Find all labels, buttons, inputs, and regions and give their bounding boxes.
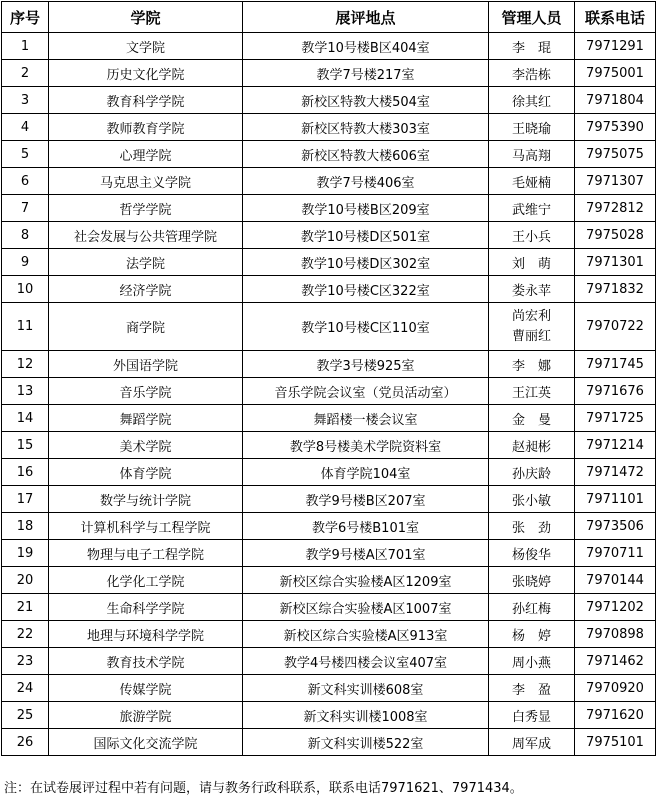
- row-number: 4: [2, 114, 49, 141]
- manager-name: 马高翔: [511, 148, 551, 164]
- manager-cell: [489, 168, 575, 195]
- manager-cell: [489, 114, 575, 141]
- location-cell: 教学10号楼B区209室: [243, 195, 489, 222]
- manager-cell: [489, 540, 575, 567]
- manager-name: 张小敏: [511, 493, 551, 509]
- manager-cell: [489, 729, 575, 756]
- phone-cell: 7970144: [575, 567, 656, 594]
- table-row: [2, 303, 656, 351]
- location-cell: 教学6号楼B101室: [243, 513, 489, 540]
- row-number: 7: [2, 195, 49, 222]
- manager-name: 李 琨: [511, 40, 551, 56]
- manager-cell: [489, 594, 575, 621]
- table-row: [2, 378, 656, 405]
- manager-cell: [489, 648, 575, 675]
- location-cell: 教学10号楼D区501室: [243, 222, 489, 249]
- manager-name: 张 劲: [511, 520, 551, 536]
- row-number: 25: [2, 702, 49, 729]
- manager-cell: [489, 195, 575, 222]
- row-number: 11: [2, 303, 49, 351]
- phone-cell: 7971745: [575, 351, 656, 378]
- location-cell: 新校区特教大楼303室: [243, 114, 489, 141]
- phone-cell: 7971301: [575, 249, 656, 276]
- manager-cell: [489, 378, 575, 405]
- phone-cell: 7970898: [575, 621, 656, 648]
- row-number: 10: [2, 276, 49, 303]
- manager-name: 孙庆龄: [511, 466, 551, 482]
- manager-cell: [489, 249, 575, 276]
- phone-cell: 7975075: [575, 141, 656, 168]
- college-cell: 计算机科学与工程学院: [49, 513, 243, 540]
- table-row: [2, 249, 656, 276]
- row-number: 26: [2, 729, 49, 756]
- row-number: 19: [2, 540, 49, 567]
- manager-cell: [489, 567, 575, 594]
- table-row: [2, 540, 656, 567]
- manager-cell: [489, 33, 575, 60]
- manager-name: 曹丽红: [511, 328, 551, 344]
- table-row: [2, 276, 656, 303]
- manager-name: 刘 萌: [511, 256, 551, 272]
- location-cell: 教学10号楼D区302室: [243, 249, 489, 276]
- table-row: [2, 33, 656, 60]
- table-row: [2, 513, 656, 540]
- phone-cell: 7975001: [575, 60, 656, 87]
- phone-cell: 7971676: [575, 378, 656, 405]
- location-cell: 音乐学院会议室（党员活动室）: [243, 378, 489, 405]
- college-cell: 地理与环境科学学院: [49, 621, 243, 648]
- row-number: 23: [2, 648, 49, 675]
- manager-name: 李 娜: [511, 358, 551, 374]
- college-cell: 物理与电子工程学院: [49, 540, 243, 567]
- row-number: 5: [2, 141, 49, 168]
- footnote: 注：在试卷展评过程中若有问题，请与教务行政科联系，联系电话7971621、7971434。: [4, 781, 523, 796]
- manager-cell: [489, 513, 575, 540]
- phone-cell: 7971832: [575, 276, 656, 303]
- location-cell: 体育学院104室: [243, 459, 489, 486]
- phone-cell: 7975101: [575, 729, 656, 756]
- college-cell: 国际文化交流学院: [49, 729, 243, 756]
- college-cell: 数学与统计学院: [49, 486, 243, 513]
- college-cell: 历史文化学院: [49, 60, 243, 87]
- manager-name: 孙红梅: [511, 601, 551, 617]
- college-cell: 体育学院: [49, 459, 243, 486]
- college-cell: 文学院: [49, 33, 243, 60]
- college-cell: 化学化工学院: [49, 567, 243, 594]
- table-row: [2, 594, 656, 621]
- header-phone: 联系电话: [575, 2, 656, 33]
- manager-name: 周小燕: [511, 655, 551, 671]
- college-cell: 生命科学学院: [49, 594, 243, 621]
- table-row: [2, 195, 656, 222]
- location-cell: 教学7号楼217室: [243, 60, 489, 87]
- table-row: [2, 675, 656, 702]
- row-number: 22: [2, 621, 49, 648]
- location-cell: 新校区综合实验楼A区1209室: [243, 567, 489, 594]
- table-row: [2, 87, 656, 114]
- manager-name: 张晓婷: [511, 574, 551, 590]
- table-row: [2, 621, 656, 648]
- table-row: [2, 648, 656, 675]
- header-college: 学院: [49, 2, 243, 33]
- manager-name: 白秀显: [511, 709, 551, 725]
- college-cell: 商学院: [49, 303, 243, 351]
- manager-name: 武维宁: [511, 202, 551, 218]
- manager-name: 杨 婷: [511, 628, 551, 644]
- manager-cell: [489, 351, 575, 378]
- manager-name: 毛娅楠: [511, 175, 551, 191]
- row-number: 1: [2, 33, 49, 60]
- college-cell: 经济学院: [49, 276, 243, 303]
- phone-cell: 7971307: [575, 168, 656, 195]
- manager-name: 王江英: [511, 385, 551, 401]
- table-row: [2, 168, 656, 195]
- manager-name: 李 盈: [511, 682, 551, 698]
- row-number: 16: [2, 459, 49, 486]
- phone-cell: 7971472: [575, 459, 656, 486]
- table-row: [2, 351, 656, 378]
- manager-name: 王晓瑜: [511, 121, 551, 137]
- location-cell: 教学10号楼C区110室: [243, 303, 489, 351]
- row-number: 9: [2, 249, 49, 276]
- manager-cell: [489, 141, 575, 168]
- row-number: 15: [2, 432, 49, 459]
- manager-cell: [489, 702, 575, 729]
- college-cell: 社会发展与公共管理学院: [49, 222, 243, 249]
- location-cell: 新文科实训楼608室: [243, 675, 489, 702]
- phone-cell: 7971291: [575, 33, 656, 60]
- header-location: 展评地点: [243, 2, 489, 33]
- college-cell: 美术学院: [49, 432, 243, 459]
- phone-cell: 7971620: [575, 702, 656, 729]
- table-row: [2, 405, 656, 432]
- manager-name: 周军成: [511, 736, 551, 752]
- location-cell: 新校区特教大楼606室: [243, 141, 489, 168]
- manager-cell: [489, 621, 575, 648]
- phone-cell: 7971202: [575, 594, 656, 621]
- row-number: 14: [2, 405, 49, 432]
- manager-cell: [489, 222, 575, 249]
- location-cell: 新校区综合实验楼A区1007室: [243, 594, 489, 621]
- manager-cell: [489, 276, 575, 303]
- manager-name: 娄永苹: [511, 283, 551, 299]
- phone-cell: 7971462: [575, 648, 656, 675]
- table-row: [2, 567, 656, 594]
- manager-cell: [489, 405, 575, 432]
- manager-cell: [489, 432, 575, 459]
- manager-cell: [489, 675, 575, 702]
- manager-cell: [489, 303, 575, 351]
- row-number: 6: [2, 168, 49, 195]
- location-cell: 新文科实训楼1008室: [243, 702, 489, 729]
- row-number: 8: [2, 222, 49, 249]
- manager-cell: [489, 60, 575, 87]
- table-row: [2, 729, 656, 756]
- college-cell: 外国语学院: [49, 351, 243, 378]
- manager-cell: [489, 459, 575, 486]
- table-row: [2, 486, 656, 513]
- college-cell: 心理学院: [49, 141, 243, 168]
- header-no: 序号: [2, 2, 49, 33]
- row-number: 24: [2, 675, 49, 702]
- row-number: 2: [2, 60, 49, 87]
- college-cell: 音乐学院: [49, 378, 243, 405]
- phone-cell: 7971214: [575, 432, 656, 459]
- phone-cell: 7971101: [575, 486, 656, 513]
- location-cell: 教学3号楼925室: [243, 351, 489, 378]
- table-row: [2, 114, 656, 141]
- manager-name: 杨俊华: [511, 547, 551, 563]
- location-cell: 教学10号楼B区404室: [243, 33, 489, 60]
- table-row: [2, 141, 656, 168]
- manager-name: 徐其红: [511, 94, 551, 110]
- table-row: [2, 432, 656, 459]
- college-cell: 教师教育学院: [49, 114, 243, 141]
- table-row: [2, 702, 656, 729]
- table-row: [2, 60, 656, 87]
- phone-cell: 7972812: [575, 195, 656, 222]
- manager-cell: [489, 87, 575, 114]
- manager-name: 尚宏利: [511, 308, 551, 324]
- row-number: 12: [2, 351, 49, 378]
- college-cell: 传媒学院: [49, 675, 243, 702]
- phone-cell: 7975390: [575, 114, 656, 141]
- header-manager: 管理人员: [489, 2, 575, 33]
- row-number: 13: [2, 378, 49, 405]
- location-cell: 教学10号楼C区322室: [243, 276, 489, 303]
- manager-name: 赵昶彬: [511, 439, 551, 455]
- college-cell: 哲学学院: [49, 195, 243, 222]
- location-cell: 教学7号楼406室: [243, 168, 489, 195]
- location-cell: 新校区特教大楼504室: [243, 87, 489, 114]
- exam-display-table: [1, 1, 656, 756]
- row-number: 3: [2, 87, 49, 114]
- row-number: 21: [2, 594, 49, 621]
- location-cell: 教学9号楼B区207室: [243, 486, 489, 513]
- college-cell: 教育科学学院: [49, 87, 243, 114]
- manager-name: 李浩栋: [511, 67, 551, 83]
- header-row: [2, 2, 656, 33]
- phone-cell: 7971725: [575, 405, 656, 432]
- location-cell: 新校区综合实验楼A区913室: [243, 621, 489, 648]
- row-number: 18: [2, 513, 49, 540]
- location-cell: 教学9号楼A区701室: [243, 540, 489, 567]
- row-number: 20: [2, 567, 49, 594]
- college-cell: 舞蹈学院: [49, 405, 243, 432]
- row-number: 17: [2, 486, 49, 513]
- college-cell: 法学院: [49, 249, 243, 276]
- college-cell: 教育技术学院: [49, 648, 243, 675]
- phone-cell: 7970722: [575, 303, 656, 351]
- phone-cell: 7975028: [575, 222, 656, 249]
- location-cell: 教学8号楼美术学院资料室: [243, 432, 489, 459]
- manager-name: 王小兵: [511, 229, 551, 245]
- table-row: [2, 459, 656, 486]
- college-cell: 旅游学院: [49, 702, 243, 729]
- phone-cell: 7973506: [575, 513, 656, 540]
- location-cell: 教学4号楼四楼会议室407室: [243, 648, 489, 675]
- location-cell: 新文科实训楼522室: [243, 729, 489, 756]
- manager-cell: [489, 486, 575, 513]
- location-cell: 舞蹈楼一楼会议室: [243, 405, 489, 432]
- college-cell: 马克思主义学院: [49, 168, 243, 195]
- table-row: [2, 222, 656, 249]
- phone-cell: 7971804: [575, 87, 656, 114]
- phone-cell: 7970920: [575, 675, 656, 702]
- phone-cell: 7970711: [575, 540, 656, 567]
- table-body: [2, 33, 656, 756]
- manager-name: 金 曼: [511, 412, 551, 428]
